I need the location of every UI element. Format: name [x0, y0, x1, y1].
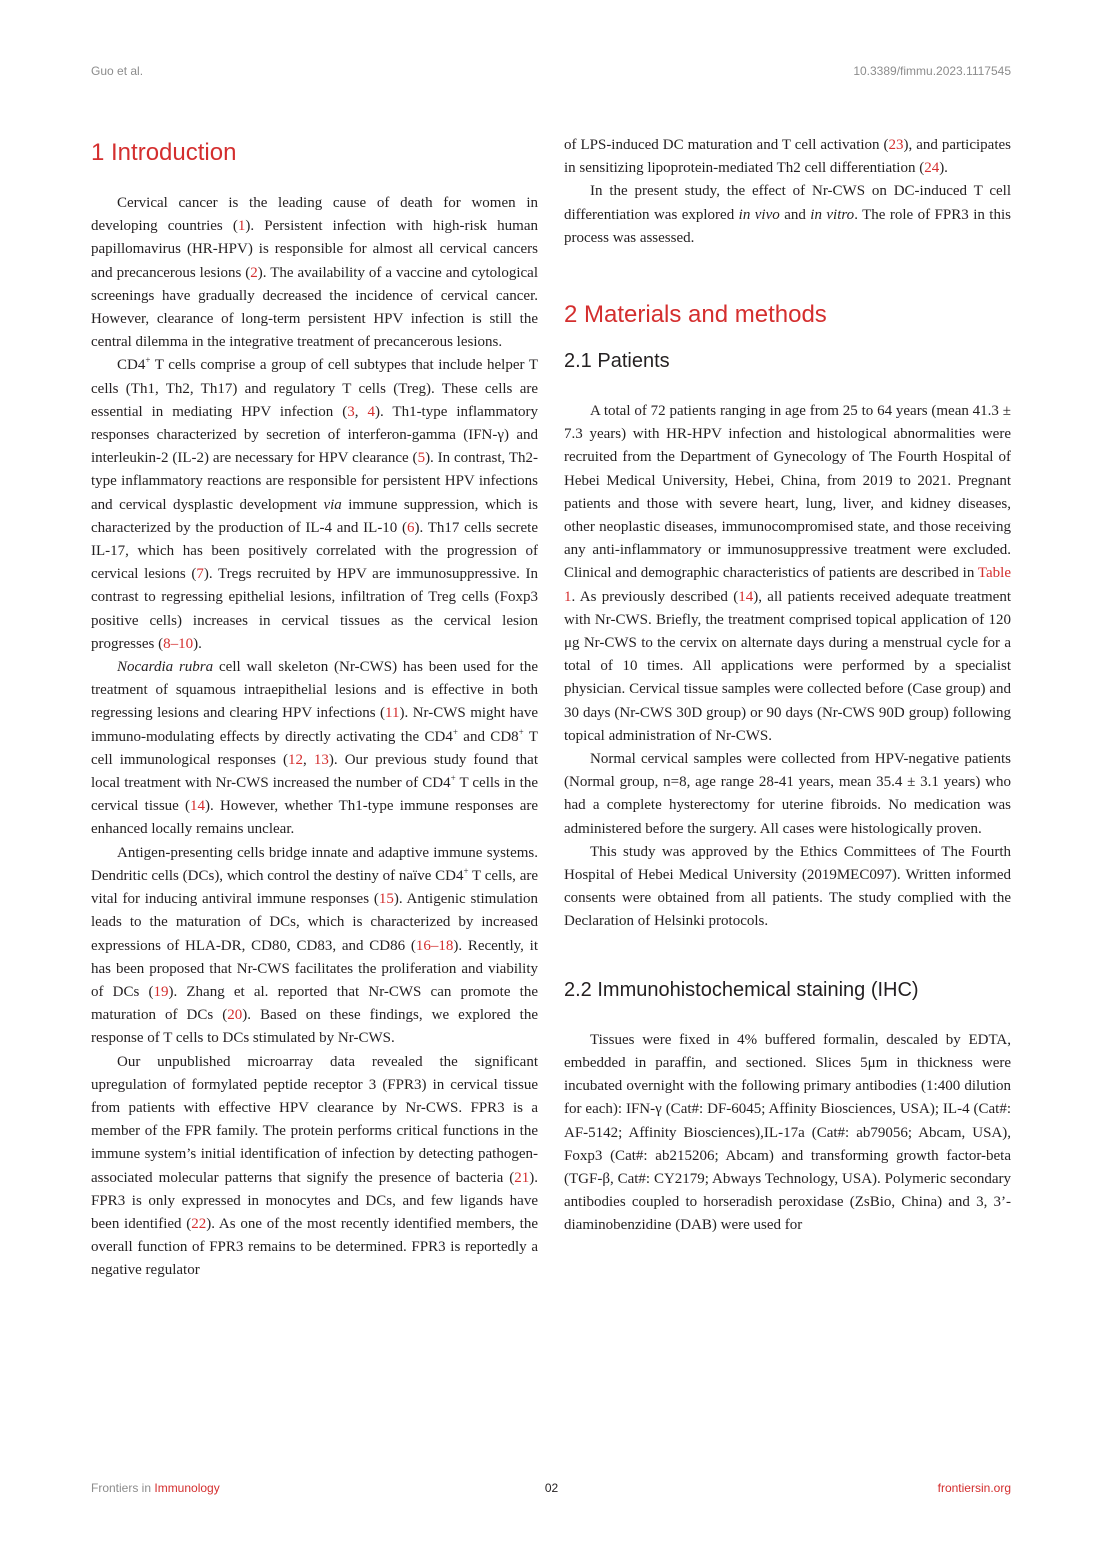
citation-link[interactable]: 6 — [407, 519, 415, 536]
left-column — [91, 134, 538, 1283]
journal-name-link[interactable]: Immunology — [154, 1481, 220, 1495]
intro-paragraph-3: Nocardia rubra cell wall skeleton (Nr-CWS) has been used for the treatment of squamous intraepithelial lesions and is effective in both regressing lesions and clearing HPV infections (11). Nr-CWS might have immuno-modulating effects by directly activating the CD4+ and CD8+ T cell immunological responses (12, 13). Our previous study found that local treatment with Nr-CWS increased the number of CD4+ T cells in the cervical tissue (14). However, whether Th1-type immune responses are enhanced locally remains unclear. — [91, 659, 538, 838]
section-title-materials-methods: 2 Materials and methods — [564, 301, 827, 329]
footer-journal: Frontiers in Immunology — [91, 1481, 220, 1495]
citation-link[interactable]: 21 — [514, 1169, 530, 1186]
table-link[interactable]: Table 1 — [564, 565, 1011, 605]
header-authors: Guo et al. — [91, 64, 144, 78]
intro-paragraph-4: Antigen-presenting cells bridge innate and adaptive immune systems. Dendritic cells (DCs), which control the destiny of naïve CD4+ T cells, are vital for inducing antiviral immune responses (15). Antigenic stimulation leads to the maturation of DCs, which is characterized by increased expressions of HLA-DR, CD80, CD83, and CD86 (16–18). Recently, it has been proposed that Nr-CWS facilitates the proliferation and viability of DCs (19). Zhang et al. reported that Nr-CWS can promote the maturation of DCs (20). Based on these findings, we explored the response of T cells to DCs stimulated by Nr-CWS. — [91, 844, 539, 1047]
citation-link[interactable]: 12 — [288, 751, 304, 768]
citation-link[interactable]: 14 — [190, 798, 206, 815]
patients-paragraph-2: Normal cervical samples were collected from HPV-negative patients (Normal group, n=8, age range 28-41 years, mean 35.4 ± 3.1 years) who had a complete hysterectomy for uterine fibroids. No medication was administered before the surgery. All cases were histologically proven. — [564, 751, 1011, 837]
citation-link[interactable]: 22 — [191, 1215, 207, 1232]
citation-link[interactable]: 1 — [237, 218, 246, 235]
citation-link[interactable]: 19 — [153, 983, 169, 1000]
citation-link[interactable]: 4 — [367, 403, 375, 420]
section-title-introduction: 1 Introduction — [91, 139, 237, 166]
intro-paragraph-2: CD4+ T cells comprise a group of cell subtypes that include helper T cells (Th1, Th2, Th17) and regulatory T cells (Treg). These cells are essential in mediating HPV infection (3, 4). Th1-type inflammatory responses characterized by secretion of interferon-gamma (IFN-γ) and interleukin-2 (IL-2) are necessary for HPV clearance (5). In contrast, Th2-type inflammatory reactions are responsible for persistent HPV infections and cervical dysplastic development via immune suppression, which is characterized by the production of IL-4 and IL-10 (6). Th17 cells secrete IL-17, which has been positively correlated with the progression of cervical lesions (7). Tregs recruited by HPV are immunosuppressive. In contrast to regressing epithelial lesions, infiltration of Treg cells (Foxp3 positive cells) increases in cervical tissues as the cervical lesion progresses (8–10). — [91, 355, 539, 652]
intro-paragraph-1: Cervical cancer is the leading cause of death for women in developing countries (1). Persistent infection with high-risk human papillomavirus (HR-HPV) is responsible for almost all cervical cancers and precancerous lesions (2). The availability of a vaccine and cytological screenings have gradually decreased the incidence of cervical cancer. However, clearance of long-term persistent HPV infection is still the central dilemma in the integrative treatment of precancerous lesions. — [91, 195, 538, 351]
citation-link[interactable]: 15 — [378, 891, 394, 908]
citation-link[interactable]: 5 — [417, 450, 426, 467]
header-doi[interactable]: 10.3389/fimmu.2023.1117545 — [853, 64, 1011, 78]
intro-paragraph-6: of LPS-induced DC maturation and T cell activation (23), and participates in sensitizing lipoprotein-mediated Th2 cell differentiation (24). — [564, 137, 1011, 177]
patients-paragraph-1: A total of 72 patients ranging in age from 25 to 64 years (mean 41.3 ± 7.3 years) with HR-HPV infection and histological abnormalities were recruited from the Department of Gynecology of The Fourth Hospital of Hebei Medical University, Hebei, China, from 2019 to 2021. Pregnant patients and those with severe heart, lung, liver, and kidney diseases, other neoplastic diseases, immunocompromised state, and those receiving any anti-inflammatory or immunosuppressive treatment were excluded. Clinical and demographic characteristics of patients are described in Table 1. As previously described (14), all patients received adequate treatment with Nr-CWS. Briefly, the treatment comprised topical application of 120 μg Nr-CWS to the cervix on alternate days during a menstrual cycle for a total of 10 times. All applications were performed by a specialist physician. Cervical tissue samples were collected before (Case group) and 30 days (Nr-CWS 30D group) or 90 days (Nr-CWS 90D group) following topical administration of Nr-CWS. — [564, 403, 1011, 744]
citation-link[interactable]: 16–18 — [415, 937, 454, 954]
citation-link[interactable]: 8–10 — [163, 635, 194, 652]
page-number: 02 — [544, 1481, 559, 1495]
subsection-title-patients: 2.1 Patients — [564, 350, 670, 373]
intro-paragraph-5: Our unpublished microarray data revealed the significant upregulation of formylated peptide receptor 3 (FPR3) in cervical tissue from patients with effective HPV clearance by Nr-CWS. FPR3 is a member of the FPR family. The protein performs critical functions in the immune system’s initial identification of infection by detecting pathogen-associated molecular patterns that signify the presence of bacteria (21). FPR3 is only expressed in monocytes and DCs, and few ligands have been identified (22). As one of the most recently identified members, the overall function of FPR3 remains to be determined. FPR3 is reportedly a negative regulator — [91, 1053, 538, 1279]
subsection-title-ihc: 2.2 Immunohistochemical staining (IHC) — [564, 978, 919, 1001]
ihc-paragraph-1: Tissues were fixed in 4% buffered formalin, descaled by EDTA, embedded in paraffin, and sectioned. Slices 5μm in thickness were incubated overnight with the following primary antibodies (1:400 dilution for each): IFN-γ (Cat#: DF-6045; Affinity Biosciences, USA); IL-4 (Cat#: AF-5142; Affinity Biosciences),IL-17a (Cat#: ab79056; Abcam, USA), Foxp3 (Cat#: ab215206; Abcam) and transforming growth factor-beta (TGF-β, Cat#: CY2179; Abways Technology, USA). Polymeric secondary antibodies coupled to horseradish peroxidase (ZsBio, China) and 3, 3’-diaminobenzidine (DAB) were used for — [564, 1031, 1011, 1234]
citation-link[interactable]: 2 — [250, 264, 258, 281]
intro-paragraph-7: In the present study, the effect of Nr-CWS on DC-induced T cell differentiation was explored in vivo and in vitro. The role of FPR3 in this process was assessed. — [564, 183, 1011, 246]
right-column — [564, 134, 1011, 1238]
citation-link[interactable]: 11 — [385, 705, 400, 722]
footer-site-link[interactable]: frontiersin.org — [937, 1481, 1011, 1495]
citation-link[interactable]: 20 — [227, 1007, 243, 1024]
patients-paragraph-3: This study was approved by the Ethics Committees of The Fourth Hospital of Hebei Medical University (2019MEC097). Written informed consents were obtained from all patients. The study complied with the Declaration of Helsinki protocols. — [564, 843, 1011, 930]
citation-link[interactable]: 3 — [347, 403, 355, 420]
citation-link[interactable]: 13 — [313, 751, 329, 768]
citation-link[interactable]: 23 — [888, 137, 904, 153]
citation-link[interactable]: 7 — [196, 566, 204, 583]
citation-link[interactable]: 24 — [924, 160, 940, 177]
citation-link[interactable]: 14 — [738, 588, 754, 605]
